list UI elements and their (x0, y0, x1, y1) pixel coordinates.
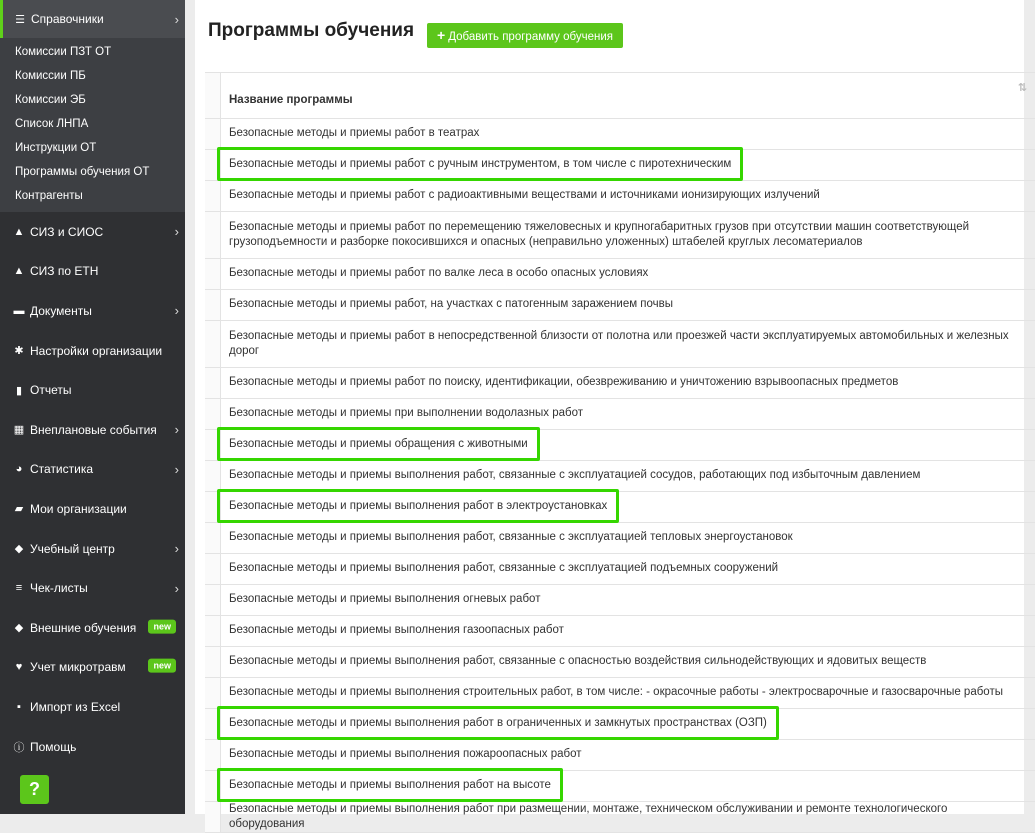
program-name: Безопасные методы и приемы выполнения работ, связанные с эксплуатацией сосудов, работающих под избыточным давлением (229, 469, 921, 482)
program-name: Безопасные методы и приемы работ по перемещению тяжеловесных и крупногабаритных грузов при отсутствии машин соответствующей грузоподъемности и разборке покосившихся и опасных (неправильно уложенных) штабелей круглых лесоматериалов (229, 220, 970, 248)
sidebar-item[interactable] (0, 687, 185, 727)
program-name: Безопасные методы и приемы работ в непосредственной близости от полотна или проезжей части эксплуатируемых автомобильных и железных дорог (229, 329, 1009, 357)
sidebar-item-references[interactable] (0, 0, 185, 38)
program-name: Безопасные методы и приемы выполнения пожароопасных работ (229, 748, 582, 761)
table-row[interactable] (205, 290, 1035, 321)
program-name: Безопасные методы и приемы выполнения работ при размещении, монтаже, техническом обслуживании и ремонте технологического оборудования (229, 802, 948, 830)
sidebar-item-label: СИЗ и СИОС (30, 224, 104, 239)
table-row[interactable] (205, 430, 1035, 461)
program-name: Безопасные методы и приемы работ с ручным инструментом, в том числе с пиротехническим (229, 158, 732, 171)
programs-table (205, 72, 1035, 833)
table-row[interactable] (205, 492, 1035, 523)
sidebar-item-label: Мои организации (30, 501, 127, 516)
sidebar-item[interactable] (0, 370, 185, 410)
table-header[interactable] (205, 73, 1035, 119)
graduation-cap-icon: ◆ (14, 622, 24, 635)
program-name: Безопасные методы и приемы при выполнении водолазных работ (229, 407, 584, 420)
heartbeat-icon: ♥ (15, 661, 23, 674)
table-row[interactable] (205, 771, 1035, 802)
sidebar-subitem[interactable]: Комиссии ПБ (15, 70, 86, 82)
sidebar-item-label: Справочники (31, 12, 104, 26)
add-program-label: Добавить программу обучения (448, 31, 613, 43)
pie-chart-icon: ◕ (15, 463, 23, 476)
sidebar-item[interactable] (0, 568, 185, 608)
checklist-icon: ≡ (15, 582, 23, 595)
program-name: Безопасные методы и приемы выполнения работ в электроустановках (229, 500, 608, 513)
new-badge: new (148, 659, 176, 673)
helmet-icon: ▲ (13, 225, 25, 238)
sidebar-menu (0, 212, 185, 766)
program-name: Безопасные методы и приемы выполнения газоопасных работ (229, 624, 564, 637)
program-name: Безопасные методы и приемы выполнения работ, связанные с эксплуатацией подъемных сооружений (229, 562, 779, 575)
sidebar-item-label: Внешние обучения (30, 620, 137, 635)
chevron-right-icon: › (174, 580, 179, 596)
sidebar-item[interactable] (0, 291, 185, 331)
sidebar-item[interactable] (0, 529, 185, 569)
table-row[interactable] (205, 212, 1035, 259)
calendar-icon: ▦ (13, 424, 25, 437)
table-row[interactable] (205, 802, 1035, 833)
sidebar-item-label: Отчеты (30, 383, 72, 398)
column-header-name: Название программы (229, 93, 353, 106)
info-icon: ⓘ (13, 741, 25, 754)
program-name: Безопасные методы и приемы работ с радиоактивными веществами и источниками ионизирующих излучений (229, 189, 820, 202)
program-name: Безопасные методы и приемы выполнения работ на высоте (229, 779, 551, 792)
program-name: Безопасные методы и приемы работ по валке леса в особо опасных условиях (229, 267, 649, 280)
sidebar-item[interactable] (0, 331, 185, 371)
table-row[interactable] (205, 181, 1035, 212)
sidebar-item[interactable] (0, 489, 185, 529)
table-row[interactable] (205, 709, 1035, 740)
sidebar-item-label: СИЗ по ЕТН (30, 264, 99, 279)
sidebar-item[interactable] (0, 608, 185, 648)
table-row[interactable] (205, 150, 1035, 181)
program-name: Безопасные методы и приемы выполнения огневых работ (229, 593, 541, 606)
sidebar-item-label: Статистика (30, 462, 94, 477)
program-name: Безопасные методы и приемы выполнения работ, связанные с опасностью воздействия сильнодействующих и ядовитых веществ (229, 655, 927, 668)
table-row[interactable] (205, 554, 1035, 585)
help-button[interactable]: ? (20, 775, 49, 804)
sidebar-item-label: Импорт из Excel (30, 699, 121, 714)
sidebar-item-label: Внеплановые события (30, 422, 157, 437)
sidebar-item[interactable] (0, 727, 185, 767)
program-name: Безопасные методы и приемы обращения с животными (229, 438, 528, 451)
sidebar-item-label: Настройки организации (30, 343, 163, 358)
program-name: Безопасные методы и приемы работ в театрах (229, 127, 480, 140)
sidebar-item[interactable] (0, 648, 185, 688)
table-row[interactable] (205, 647, 1035, 678)
sidebar-item-label: Учебный центр (30, 541, 115, 556)
sidebar-subitem[interactable]: Список ЛНПА (15, 118, 89, 130)
table-row[interactable] (205, 259, 1035, 290)
table-row[interactable] (205, 399, 1035, 430)
program-name: Безопасные методы и приемы выполнения работ в ограниченных и замкнутых пространствах (ОЗП) (229, 717, 767, 730)
sidebar-item[interactable] (0, 212, 185, 252)
gear-icon: ✱ (14, 345, 24, 358)
sidebar-item-label: Чек-листы (30, 581, 88, 596)
graduation-cap-icon: ◆ (14, 543, 24, 556)
file-excel-icon: ▪ (17, 700, 21, 713)
table-row[interactable] (205, 585, 1035, 616)
briefcase-icon: ▰ (14, 503, 24, 516)
program-name: Безопасные методы и приемы работ, на участках с патогенным заражением почвы (229, 298, 674, 311)
table-row[interactable] (205, 461, 1035, 492)
chevron-right-icon: › (174, 541, 179, 557)
new-badge: new (148, 619, 176, 633)
sidebar-subitem[interactable]: Комиссии ПЗТ ОТ (15, 46, 112, 58)
sidebar-subitem[interactable]: Программы обучения ОТ (15, 166, 150, 178)
sort-icon[interactable]: ⇅ (1017, 82, 1027, 94)
add-program-button[interactable] (427, 23, 623, 48)
table-row[interactable] (205, 740, 1035, 771)
page-title: Программы обучения (208, 20, 415, 41)
program-name: Безопасные методы и приемы выполнения строительных работ, в том числе: - окрасочные работы - электросварочные и газосварочные работы (229, 686, 1003, 699)
table-row[interactable] (205, 523, 1035, 554)
sidebar (0, 0, 185, 814)
chevron-right-icon: › (174, 224, 179, 240)
sidebar-item-label: Помощь (30, 739, 77, 754)
chevron-right-icon: › (174, 11, 179, 27)
sidebar-item[interactable] (0, 410, 185, 450)
plus-icon: + (437, 27, 446, 43)
sidebar-item[interactable] (0, 252, 185, 292)
folder-icon: ▬ (13, 304, 25, 317)
sidebar-item[interactable] (0, 450, 185, 490)
sidebar-subitem[interactable]: Контрагенты (15, 190, 83, 202)
clipboard-icon: ▮ (15, 384, 23, 397)
table-row[interactable] (205, 616, 1035, 647)
table-row[interactable] (205, 368, 1035, 399)
submenu (0, 38, 185, 212)
sidebar-subitem[interactable]: Комиссии ЭБ (15, 94, 86, 106)
helmet-icon: ▲ (13, 265, 25, 278)
sidebar-subitem[interactable]: Инструкции ОТ (15, 142, 97, 154)
program-name: Безопасные методы и приемы работ по поиску, идентификации, обезвреживанию и уничтожению взрывоопасных предметов (229, 376, 899, 389)
program-name: Безопасные методы и приемы выполнения работ, связанные с эксплуатацией тепловых энергоустановок (229, 531, 793, 544)
table-row[interactable] (205, 119, 1035, 150)
main-content (195, 0, 1027, 830)
chevron-right-icon: › (174, 422, 179, 438)
chevron-right-icon: › (174, 303, 179, 319)
table-row[interactable] (205, 321, 1035, 368)
sidebar-item-label: Документы (30, 303, 92, 318)
sidebar-item-label: Учет микротравм (30, 660, 126, 675)
table-row[interactable] (205, 678, 1035, 709)
chevron-right-icon: › (174, 461, 179, 477)
list-icon: ☰ (15, 13, 25, 26)
